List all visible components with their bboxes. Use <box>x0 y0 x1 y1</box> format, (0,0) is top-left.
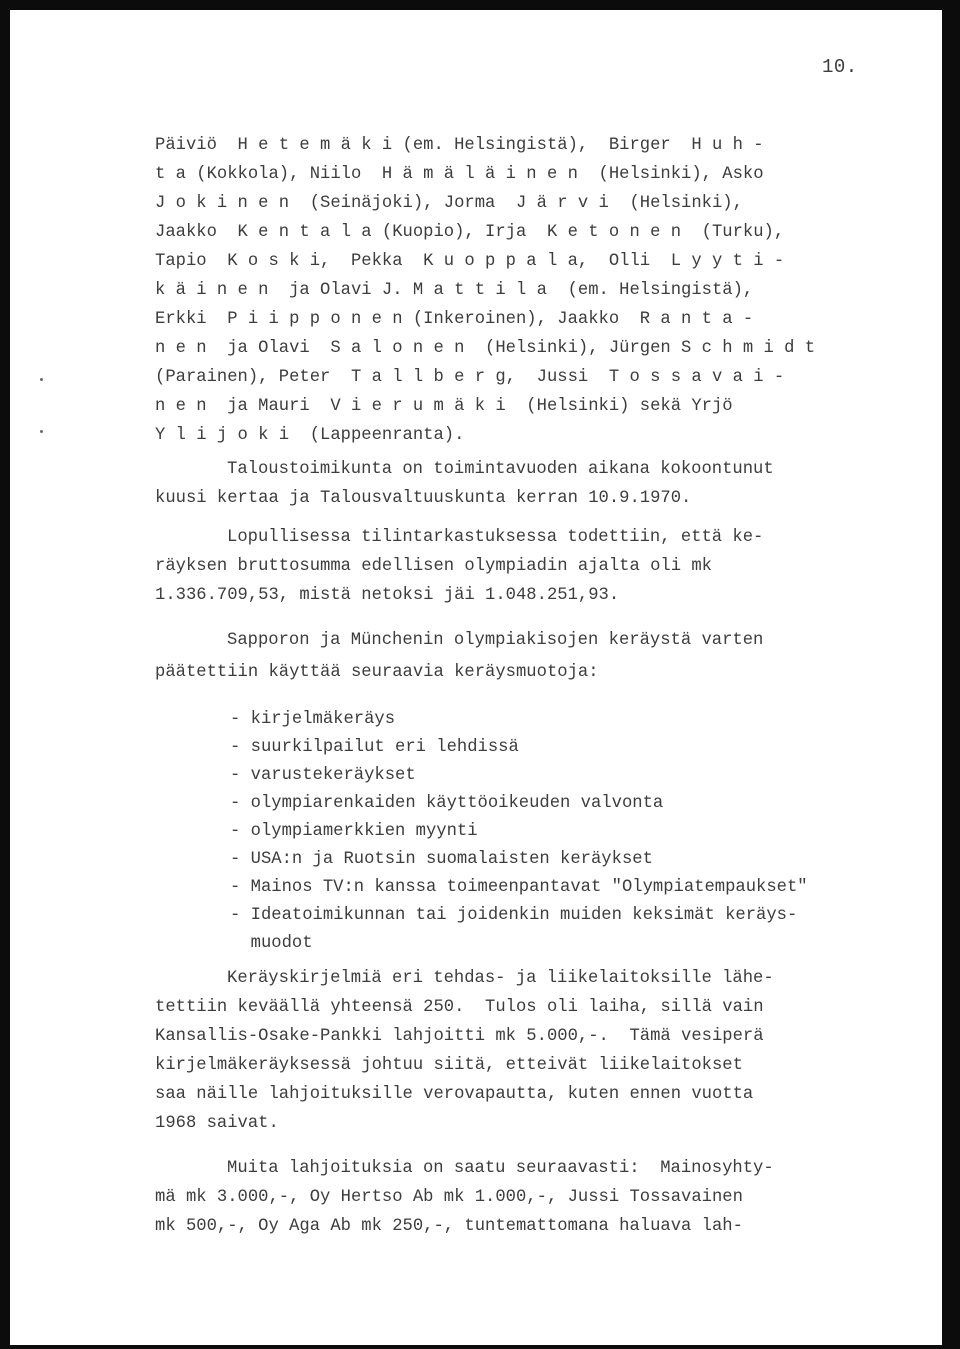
text-line: n e n ja Olavi S a l o n e n (Helsinki), Jürgen S c h m i d t <box>155 339 816 358</box>
text-line: kirjelmäkeräyksessä johtuu siitä, etteivät liikelaitokset <box>155 1056 743 1075</box>
list-item: - suurkilpailut eri lehdissä <box>230 738 519 757</box>
list-item: - USA:n ja Ruotsin suomalaisten keräykset <box>230 850 653 869</box>
text-line: Keräyskirjelmiä eri tehdas- ja liikelaitoksille lähe- <box>227 969 774 988</box>
list-item: muodot <box>230 934 313 953</box>
text-line: päätettiin käyttää seuraavia keräysmuotoja: <box>155 663 599 682</box>
text-line: t a (Kokkola), Niilo H ä m ä l ä i n e n (Helsinki), Asko <box>155 165 764 184</box>
text-line: mk 500,-, Oy Aga Ab mk 250,-, tuntemattomana haluava lah- <box>155 1217 743 1236</box>
text-line: Päiviö H e t e m ä k i (em. Helsingistä), Birger H u h - <box>155 136 764 155</box>
paragraph-names <box>155 136 816 445</box>
list-item: - varustekeräykset <box>230 766 416 785</box>
paragraph-audit <box>155 528 764 605</box>
text-line: räyksen bruttosumma edellisen olympiadin ajalta oli mk <box>155 557 712 576</box>
text-line: 1.336.709,53, mistä netoksi jäi 1.048.251,93. <box>155 586 620 605</box>
text-line: mä mk 3.000,-, Oy Hertso Ab mk 1.000,-, Jussi Tossavainen <box>155 1188 743 1207</box>
text-line: Jaakko K e n t a l a (Kuopio), Irja K e t o n e n (Turku), <box>155 223 785 242</box>
list-item: - olympiarenkaiden käyttöoikeuden valvonta <box>230 794 664 813</box>
paragraph-donations <box>155 1159 774 1236</box>
text-line: tettiin keväällä yhteensä 250. Tulos oli laiha, sillä vain <box>155 998 764 1017</box>
list-item: - Mainos TV:n kanssa toimeenpantavat "Olympiatempaukset" <box>230 878 808 897</box>
text-line: Taloustoimikunta on toimintavuoden aikana kokoontunut <box>227 460 774 479</box>
text-line: Muita lahjoituksia on saatu seuraavasti: Mainosyhty- <box>227 1159 774 1178</box>
text-line: Lopullisessa tilintarkastuksessa todettiin, että ke- <box>227 528 764 547</box>
text-line: J o k i n e n (Seinäjoki), Jorma J ä r v i (Helsinki), <box>155 194 743 213</box>
list-item: - olympiamerkkien myynti <box>230 822 478 841</box>
paragraph-methods-intro <box>155 631 764 689</box>
text-line: kuusi kertaa ja Talousvaltuuskunta kerran 10.9.1970. <box>155 489 692 508</box>
text-line: Sapporon ja Münchenin olympiakisojen keräystä varten <box>227 631 764 650</box>
page-number: 10. <box>822 56 858 78</box>
text-line: 1968 saivat. <box>155 1114 279 1133</box>
paragraph-meetings <box>155 460 774 518</box>
text-line: n e n ja Mauri V i e r u m ä k i (Helsinki) sekä Yrjö <box>155 397 733 416</box>
text-line: Tapio K o s k i, Pekka K u o p p a l a, Olli L y y t i - <box>155 252 785 271</box>
text-line: k ä i n e n ja Olavi J. M a t t i l a (em. Helsingistä), <box>155 281 754 300</box>
text-line: saa näille lahjoituksille verovapautta, kuten ennen vuotta <box>155 1085 754 1104</box>
list-item: - Ideatoimikunnan tai joidenkin muiden keksimät keräys- <box>230 906 798 925</box>
list-item: - kirjelmäkeräys <box>230 710 396 729</box>
methods-list <box>230 710 808 953</box>
text-line: Kansallis-Osake-Pankki lahjoitti mk 5.000,-. Tämä vesiperä <box>155 1027 764 1046</box>
text-line: Y l i j o k i (Lappeenranta). <box>155 426 465 445</box>
scan-speck <box>40 378 43 381</box>
scan-speck <box>40 430 43 433</box>
text-line: Erkki P i i p p o n e n (Inkeroinen), Jaakko R a n t a - <box>155 310 754 329</box>
paragraph-letters <box>155 969 774 1133</box>
text-line: (Parainen), Peter T a l l b e r g, Jussi T o s s a v a i - <box>155 368 785 387</box>
